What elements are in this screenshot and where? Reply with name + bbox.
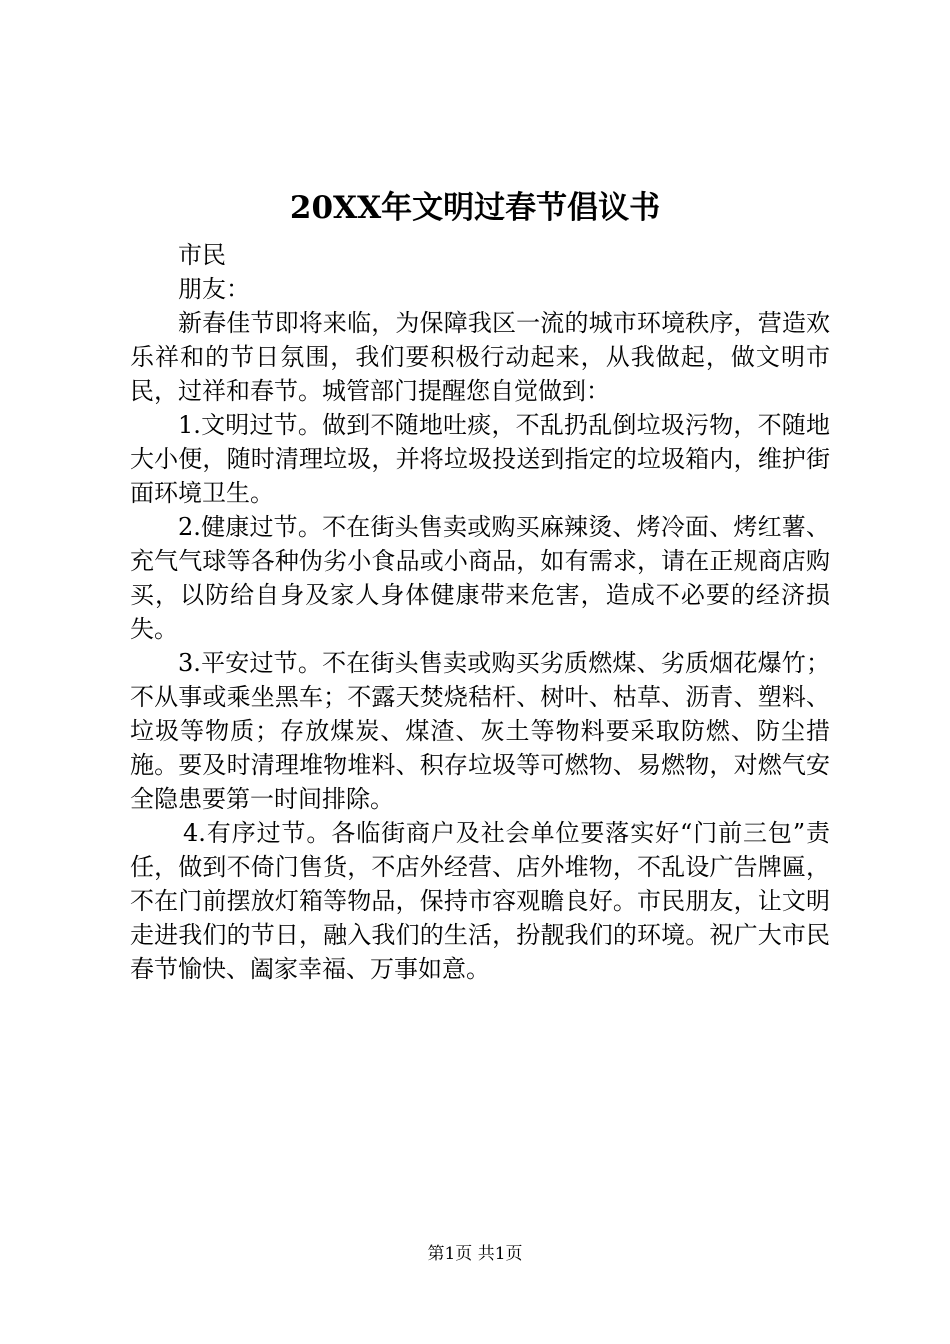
page-title: 20XX年文明过春节倡议书 [289, 190, 661, 226]
paragraph-item-4: 4.有序过节。各临街商户及社会单位要落实好“门前三包”责任，做到不倚门售货，不店外经营、店外堆物，不乱设广告牌匾，不在门前摆放灯箱等物品，保持市容观瞻良好。市民朋友，让文明走进我们的节日，融入我们的生活，扮靓我们的环境。祝广大市民春节愉快、阖家幸福、万事如意。 [130, 819, 830, 983]
paragraph-item-1: 1.文明过节。做到不随地吐痰，不乱扔乱倒垃圾污物，不随地大小便，随时清理垃圾，并将垃圾投送到指定的垃圾箱内，维护街面环境卫生。 [130, 411, 830, 507]
paragraph-item-2: 2.健康过节。不在街头售卖或购买麻辣烫、烤冷面、烤红薯、充气气球等各种伪劣小食品或小商品，如有需求，请在正规商店购买，以防给自身及家人身体健康带来危害，造成不必要的经济损失。 [130, 513, 830, 643]
salutation-line-2: 朋友： [178, 275, 250, 303]
paragraph-intro: 新春佳节即将来临，为保障我区一流的城市环境秩序，营造欢乐祥和的节日氛围，我们要积极行动起来，从我做起，做文明市民，过祥和春节。城管部门提醒您自觉做到： [130, 309, 830, 405]
document-body [130, 238, 830, 986]
salutation-line-1: 市民 [178, 241, 226, 269]
paragraph-item-3: 3.平安过节。不在街头售卖或购买劣质燃煤、劣质烟花爆竹；不从事或乘坐黑车；不露天焚烧秸杆、树叶、枯草、沥青、塑料、垃圾等物质；存放煤炭、煤渣、灰土等物料要采取防燃、防尘措施。要及时清理堆物堆料、积存垃圾等可燃物、易燃物，对燃气安全隐患要第一时间排除。 [130, 649, 830, 813]
page-footer: 第1页 共1页 [427, 1244, 523, 1264]
